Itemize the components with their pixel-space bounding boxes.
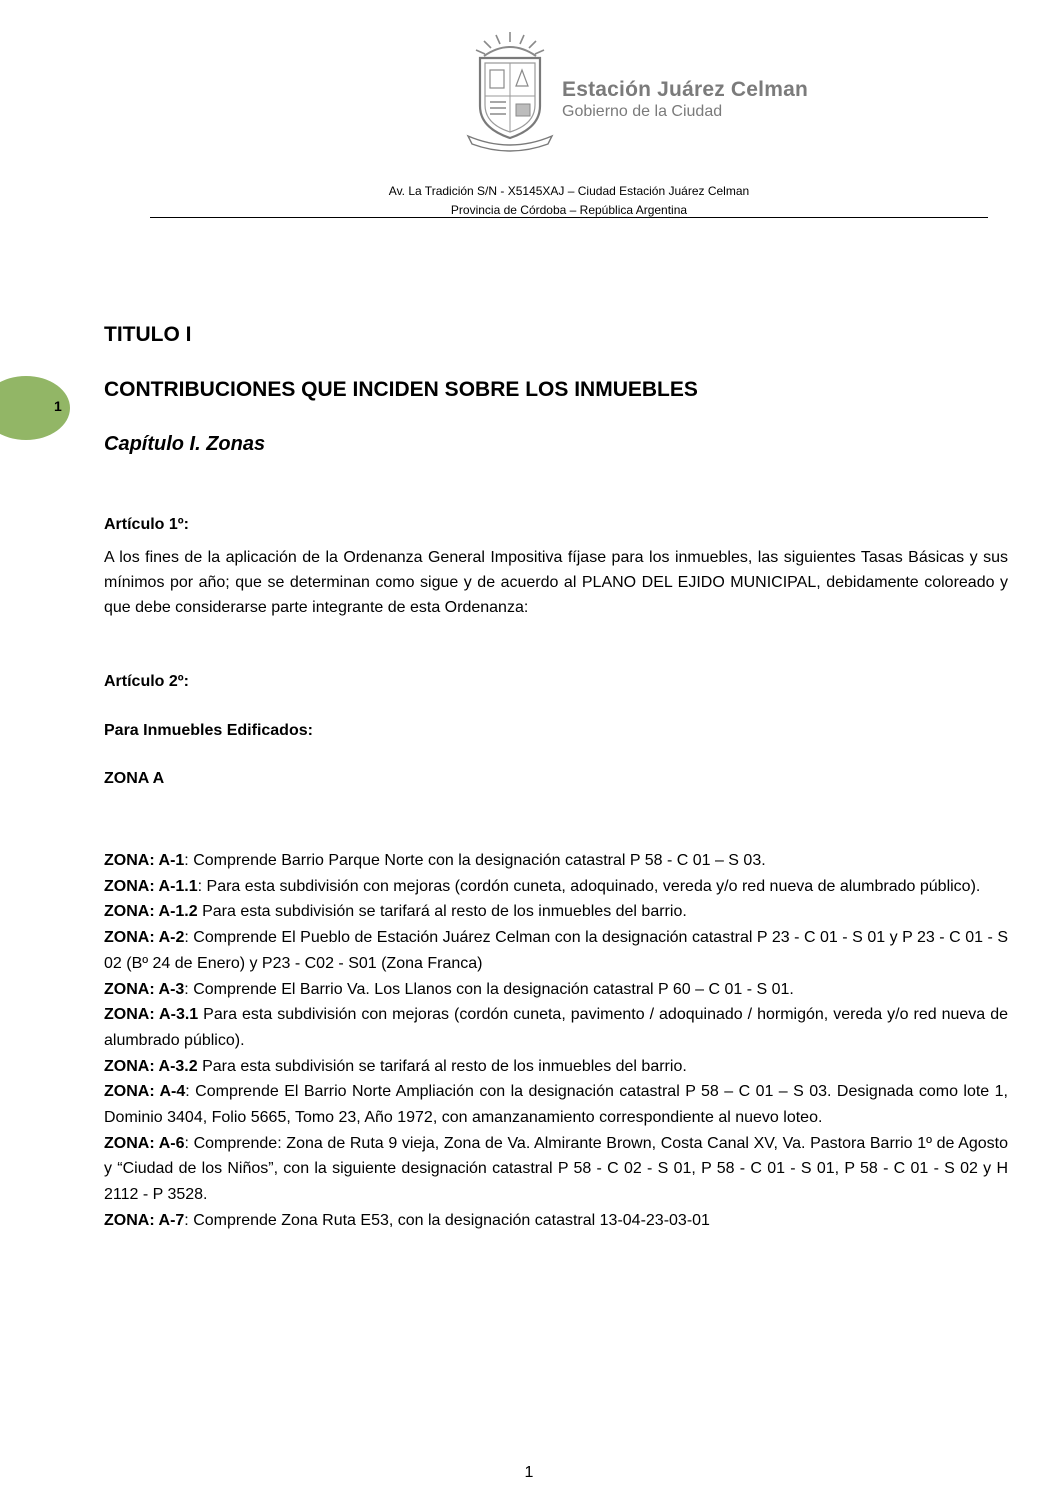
zone-label: ZONA: A-4: [104, 1083, 186, 1101]
address-line-2: Provincia de Córdoba – República Argentina: [450, 203, 688, 217]
list-item: [104, 1131, 1008, 1208]
zone-text: : Para esta subdivisión con mejoras (cordón cuneta, adoquinado, vereda y/o red nueva de alumbrado público).: [197, 877, 981, 895]
page-number: 1: [524, 1464, 534, 1481]
zone-text: : Comprende: Zona de Ruta 9 vieja, Zona de Va. Almirante Brown, Costa Canal XV, Va. Pastora Barrio 1º de Agosto y “Ciudad de los Niños”, con la siguiente designación catastral P 58 - C 02 - S 01, P 58 - C 01 - S 01, P 58 - C 01 - S 02 y H 2112 - P 3528.: [104, 1134, 1008, 1204]
municipal-coat-of-arms-icon: [462, 28, 558, 154]
page-margin-badge: [0, 376, 70, 440]
article-2-subheading: Para Inmuebles Edificados:: [104, 722, 313, 739]
zone-text: : Comprende El Barrio Va. Los Llanos con la designación catastral P 60 – C 01 - S 01.: [184, 980, 794, 998]
address-line-1: Av. La Tradición S/N - X5145XAJ – Ciudad Estación Juárez Celman: [388, 184, 750, 198]
list-item: [104, 925, 1008, 976]
article-1-text: A los fines de la aplicación de la Ordenanza General Impositiva fíjase para los inmuebles, las siguientes Tasas Básicas y sus mínimos por año; que se determinan como sigue y de acuerdo al PLANO DEL EJIDO MUNICIPAL, debidamente coloreado y que debe considerarse parte integrante de esta Ordenanza:: [104, 549, 1008, 616]
badge-number: 1: [54, 398, 62, 414]
header-divider: [150, 217, 988, 218]
zone-group-heading: ZONA A: [104, 770, 165, 787]
zone-label: ZONA: A-6: [104, 1134, 185, 1152]
zone-text: : Comprende Zona Ruta E53, con la designación catastral 13-04-23-03-01: [184, 1211, 710, 1229]
zone-label: ZONA: A-3: [104, 980, 185, 998]
org-subtitle: Gobierno de la Ciudad: [562, 103, 723, 120]
title-heading: TITULO I: [104, 323, 192, 346]
zone-text: Para esta subdivisión se tarifará al resto de los inmuebles del barrio.: [197, 903, 687, 921]
zone-label: ZONA: A-1: [104, 852, 185, 869]
header-logo: [462, 28, 842, 154]
list-item: [104, 977, 1008, 1003]
zone-label: ZONA: A-1.2: [104, 903, 198, 921]
list-item: [104, 1002, 1008, 1053]
zone-label: ZONA: A-2: [104, 929, 185, 947]
zone-label: ZONA: A-3.2: [104, 1057, 198, 1075]
zone-text: : Comprende El Pueblo de Estación Juárez Celman con la designación catastral P 23 - C 01 - S 01 y P 23 - C 01 - S 02 (Bº 24 de Enero) y P23 - C02 - S01 (Zona Franca): [104, 929, 1008, 972]
section-heading: CONTRIBUCIONES QUE INCIDEN SOBRE LOS INMUEBLES: [104, 378, 698, 401]
zone-label: ZONA: A-1.1: [104, 877, 198, 895]
brand-block: [562, 78, 808, 122]
zones-list: [104, 848, 1008, 1234]
zone-text: Para esta subdivisión se tarifará al resto de los inmuebles del barrio.: [197, 1057, 687, 1075]
article-2-heading: Artículo 2º:: [104, 673, 189, 690]
zone-text: : Comprende El Barrio Norte Ampliación con la designación catastral P 58 – C 01 – S 03. Designada como lote 1, Dominio 3404, Folio 5665, Tomo 23, Año 1972, con amanzanamiento correspondiente al nuevo loteo.: [104, 1083, 1008, 1127]
org-name: Estación Juárez Celman: [562, 78, 808, 101]
list-item: [104, 1054, 1008, 1080]
chapter-heading: Capítulo I. Zonas: [104, 433, 266, 455]
list-item: [104, 1079, 1008, 1130]
list-item: [104, 874, 1008, 900]
list-item: [104, 899, 1008, 925]
list-item: [104, 848, 1008, 874]
zone-text: Para esta subdivisión con mejoras (cordón cuneta, pavimento / adoquinado / hormigón, vereda y/o red nueva de alumbrado público).: [104, 1006, 1008, 1049]
zone-label: ZONA: A-7: [104, 1211, 185, 1229]
zone-label: ZONA: A-3.1: [104, 1006, 199, 1024]
list-item: [104, 1208, 1008, 1234]
zone-text: : Comprende Barrio Parque Norte con la designación catastral P 58 - C 01 – S 03.: [184, 852, 766, 869]
article-1-heading: Artículo 1º:: [104, 516, 189, 533]
